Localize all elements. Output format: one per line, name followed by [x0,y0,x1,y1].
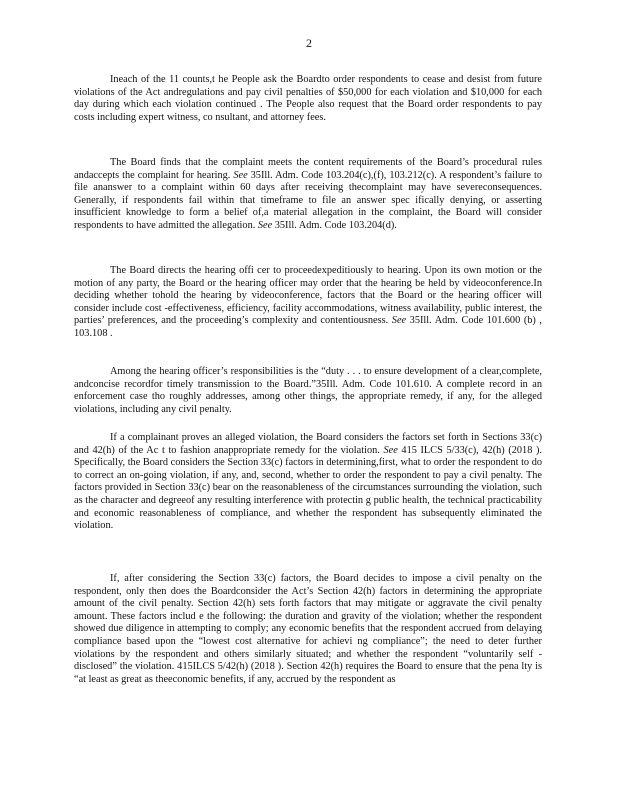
page-number: 2 [306,36,312,50]
paragraph-hearing-direction: The Board directs the hearing offi cer to proceedexpeditiously to hearing. Upon its own motion or the motion of any party, the Board or the hearing officer may order that the hearing be held by videoconference.In deciding whether tohold the hearing by videoconference, factors that the Board or the hearing officer will consider include cost -effectiveness, efficiency, facility accommodations, witness availability, public interest, the parties’ preferences, and the proceeding’s complexity and contentiousness. See 35Ill. Adm. Code 101.600 (b) , 103.108 . [74,265,542,339]
paragraph-section-42h-factors: If, after considering the Section 33(c) factors, the Board decides to impose a civil penalty on the respondent, only then does the Boardconsider the Act’s Section 42(h) factors in determining the appropriate amount of the civil penalty. Section 42(h) sets forth factors that may mitigate or aggravate the civil penalty amount. These factors includ e the following: the duration and gravity of the violation; whether the respondent showed due diligence in attempting to comply; any economic benefits that the respondent accrued from delaying compliance based upon the “lowest cost alternative for achievi ng compliance”; the need to deter further violations by the respondent and others similarly situated; and whether the respondent “voluntarily self - disclosed” the violation. 415ILCS 5/42(h) (2018 ). Section 42(h) requires the Board to ensure that the pena lty is “at least as great as theeconomic benefits, if any, accrued by the respondent as [74,573,542,685]
paragraph-section-33c-factors: If a complainant proves an alleged violation, the Board considers the factors set forth in Sections 33(c) and 42(h) of the Ac t to fashion anappropriate remedy for the violation. See 415 ILCS 5/33(c), 42(h) (2018 ). Specifically, the Board considers the Section 33(c) factors in determining,first, what to order the respondent to do to correct an on-going violation, if any, and, second, whether to order the respondent to pay a civil penalty. The factors provided in Section 33(c) bear on the reasonableness of the circumstances surrounding the violation, such as the character and degreeof any resulting interference with protectin g public health, the technical practicability and economic reasonableness of compliance, and whether the respondent has subsequently eliminated the violation. [74,432,542,532]
paragraph-requested-relief: Ineach of the 11 counts,t he People ask the Boardto order respondents to cease and desist from future violations of the Act andregulations and pay civil penalties of $50,000 for each violation and $10,000 for each day during which each violation continued . The People also request that the Board order respondents to pay costs including expert witness, co nsultant, and attorney fees. [74,74,542,123]
paragraph-complaint-acceptance: The Board finds that the complaint meets the content requirements of the Board’s procedural rules andaccepts the complaint for hearing. See 35Ill. Adm. Code 103.204(c),(f), 103.212(c). A respondent’s failure to file ananswer to a complaint within 60 days after receiving thecomplaint may have severeconsequences. Generally, if respondents fail within that timeframe to file an answer spec ifically denying, or asserting insufficient knowledge to form a belief of,a material allegation in the complaint, the Board will consider respondents to have admitted the allegation. See 35Ill. Adm. Code 103.204(d). [74,157,542,231]
paragraph-hearing-officer-duties: Among the hearing officer’s responsibilities is the “duty . . . to ensure development of a clear,complete, andconcise recordfor timely transmission to the Board.”35Ill. Adm. Code 101.610. A complete record in an enforcement case tho roughly addresses, among other things, the appropriate remedy, if any, for the alleged violations, including any civil penalty. [74,366,542,415]
